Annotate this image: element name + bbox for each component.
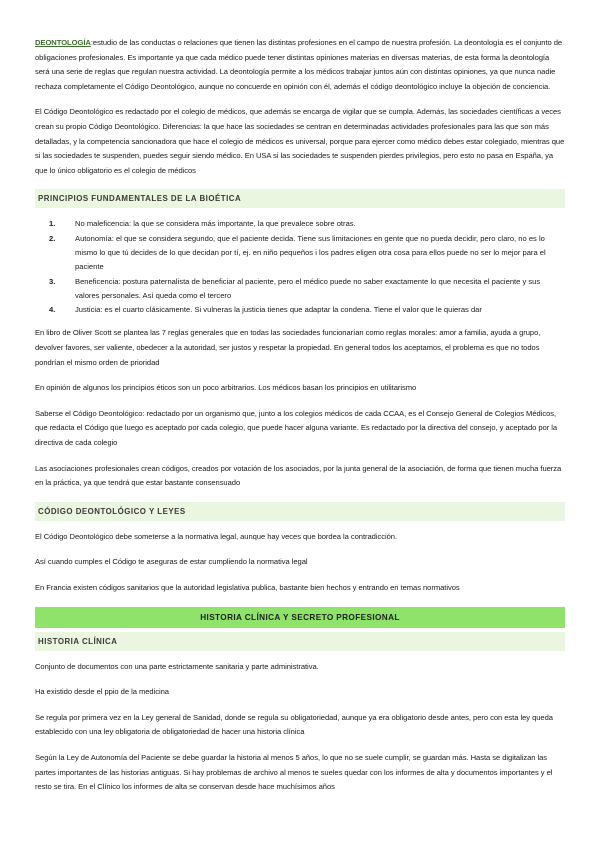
- document-body: [35, 36, 565, 806]
- list-item: 3. Beneficencia: postura paternalista de beneficiar al paciente, pero el médico puede no saber exactamente lo que necesita el paciente y sus valores personales. Así queda como el tercero: [49, 276, 541, 300]
- paragraph-principios-arbitrarios: En opinión de algunos los principios éticos son un poco arbitrarios. Los médicos basan los principios en utilitarismo: [35, 383, 417, 393]
- paragraph-ley-autonomia: Según la Ley de Autonomía del Paciente se debe guardar la historia al menos 5 años, lo que no se suele cumplir, se guardan más. Hasta se digitalizan las partes importantes de las historias antiguas. Si hay problemas de archivo al menos te sueles quedar con los informes de alta y documentos importantes y el resto se tira. En el Clínico los informes de alta se conservan desde hace muchísimos años: [35, 752, 553, 792]
- list-item: 2. Autonomía: el que se considera segundo, que el paciente decida. Tiene sus limitaciones en gente que no pueda decidir, pero claro, no es lo mismo lo que tú decides de lo que decidan por tí, ej. en niño pequeños i los padres eligen otra cosa para ellos puede no ser lo mejor para el paciente: [49, 233, 546, 272]
- paragraph-saberse-codigo: Saberse el Código Deontológico: redactado por un organismo que, junto a los colegios médicos de cada CCAA, es el Consejo General de Colegios Médicos, que redacta el Código que luego es aceptado por cada colegio, que puede hacer alguna variante. Es redactado por la directiva del consejo, y aceptado por la directiva de cada colegio: [35, 408, 558, 447]
- principios-list: [35, 217, 565, 317]
- list-item: 1. No maleficencia: la que se considera más importante, la que prevalece sobre otras.: [49, 219, 356, 229]
- paragraph-cumplir-codigo: Así cuando cumples el Código te aseguras de estar cumpliendo la normativa legal: [35, 557, 308, 567]
- deontologia-term: DEONTOLOGÍA: [35, 38, 91, 47]
- section-heading-principios: PRINCIPIOS FUNDAMENTALES DE LA BIOÉTICA: [35, 189, 565, 208]
- intro-paragraph: [35, 36, 565, 94]
- paragraph-francia: En Francia existen códigos sanitarios que la autoridad legislativa publica, bastante bien hechos y entrando en temas normativos: [35, 582, 460, 592]
- list-item: 4. Justicia: es el cuarto clásicamente. Si vulneras la justicia tienes que adaptar la condena. Tiene el valor que le quieras dar: [49, 305, 482, 315]
- section-heading-historia-clinica: HISTORIA CLÍNICA: [35, 632, 565, 651]
- paragraph-conjunto-documentos: Conjunto de documentos con una parte estrictamente sanitaria y parte administrativa.: [35, 661, 319, 671]
- chapter-banner-historia: HISTORIA CLÍNICA Y SECRETO PROFESIONAL: [35, 607, 565, 628]
- paragraph-normativa-legal: El Código Deontológico debe someterse a la normativa legal, aunque hay veces que bordea la contradicción.: [35, 531, 398, 541]
- paragraph-asociaciones: Las asociaciones profesionales crean códigos, creados por votación de los asociados, por la junta general de la asociación, de forma que tienen mucha fuerza en la práctica, ya que tendrá que estar bastante consensuado: [35, 463, 562, 488]
- intro-text: :estudio de las conductas o relaciones que tienen las distintas profesiones en el campo de nuestra profesión. La deontología es el conjunto de obligaciones profesionales. Es importante ya que cada médico puede tener distintas opiniones materias en diversas materias, de esta forma la deontología será una serie de reglas que regulan nuestra actividad. La deontología permite a los médicos trabajar juntos aún con distintas opiniones, ya que nunca nadie rechaza completamente el Código Deontológico, aunque no concuerde en opinión con él, además el código deontológico incluye la objeción de conciencia.: [35, 38, 563, 91]
- section-heading-codigo-leyes: CÓDIGO DEONTOLÓGICO Y LEYES: [35, 502, 565, 521]
- paragraph-oliver-scott: En libro de Oliver Scott se plantea las 7 reglas generales que en todas las sociedades funcionarían como reglas morales: amor a familia, ayuda a grupo, devolver favores, ser valiente, obedecer a la autoridad, ser justos y respetar la propiedad. En general todos los aceptamos, el problema es que no todos pondrían el mismo orden de prioridad: [35, 328, 541, 367]
- paragraph-ley-sanidad: Se regula por primera vez en la Ley general de Sanidad, donde se regula su obligatoriedad, aunque ya era obligatorio desde antes, pero con esta ley queda establecido con una ley obligatoria de obligatoriedad de hacer una historia clínica: [35, 712, 553, 737]
- codigo-paragraph: El Código Deontológico es redactado por el colegio de médicos, que además se encarga de vigilar que se cumpla. Además, las sociedades científicas a veces crean su propio Código Deontológico. Diferencias: la que hace las sociedades se centran en determinadas actividades profesionales para las que son más detalladas, y la competencia sancionadora que hace el colegio de médicos es universal, porque para ejercer como médico debes estar colegiado, mientras que si las sociedades te suspenden, puedes seguir siendo médico. En USA si las sociedades te suspenden pierdes privilegios, pero esto no pasa en España, ya que lo único obligatorio es el colegio de médicos: [35, 107, 565, 175]
- paragraph-ppio-medicina: Ha existido desde el ppio de la medicina: [35, 687, 169, 697]
